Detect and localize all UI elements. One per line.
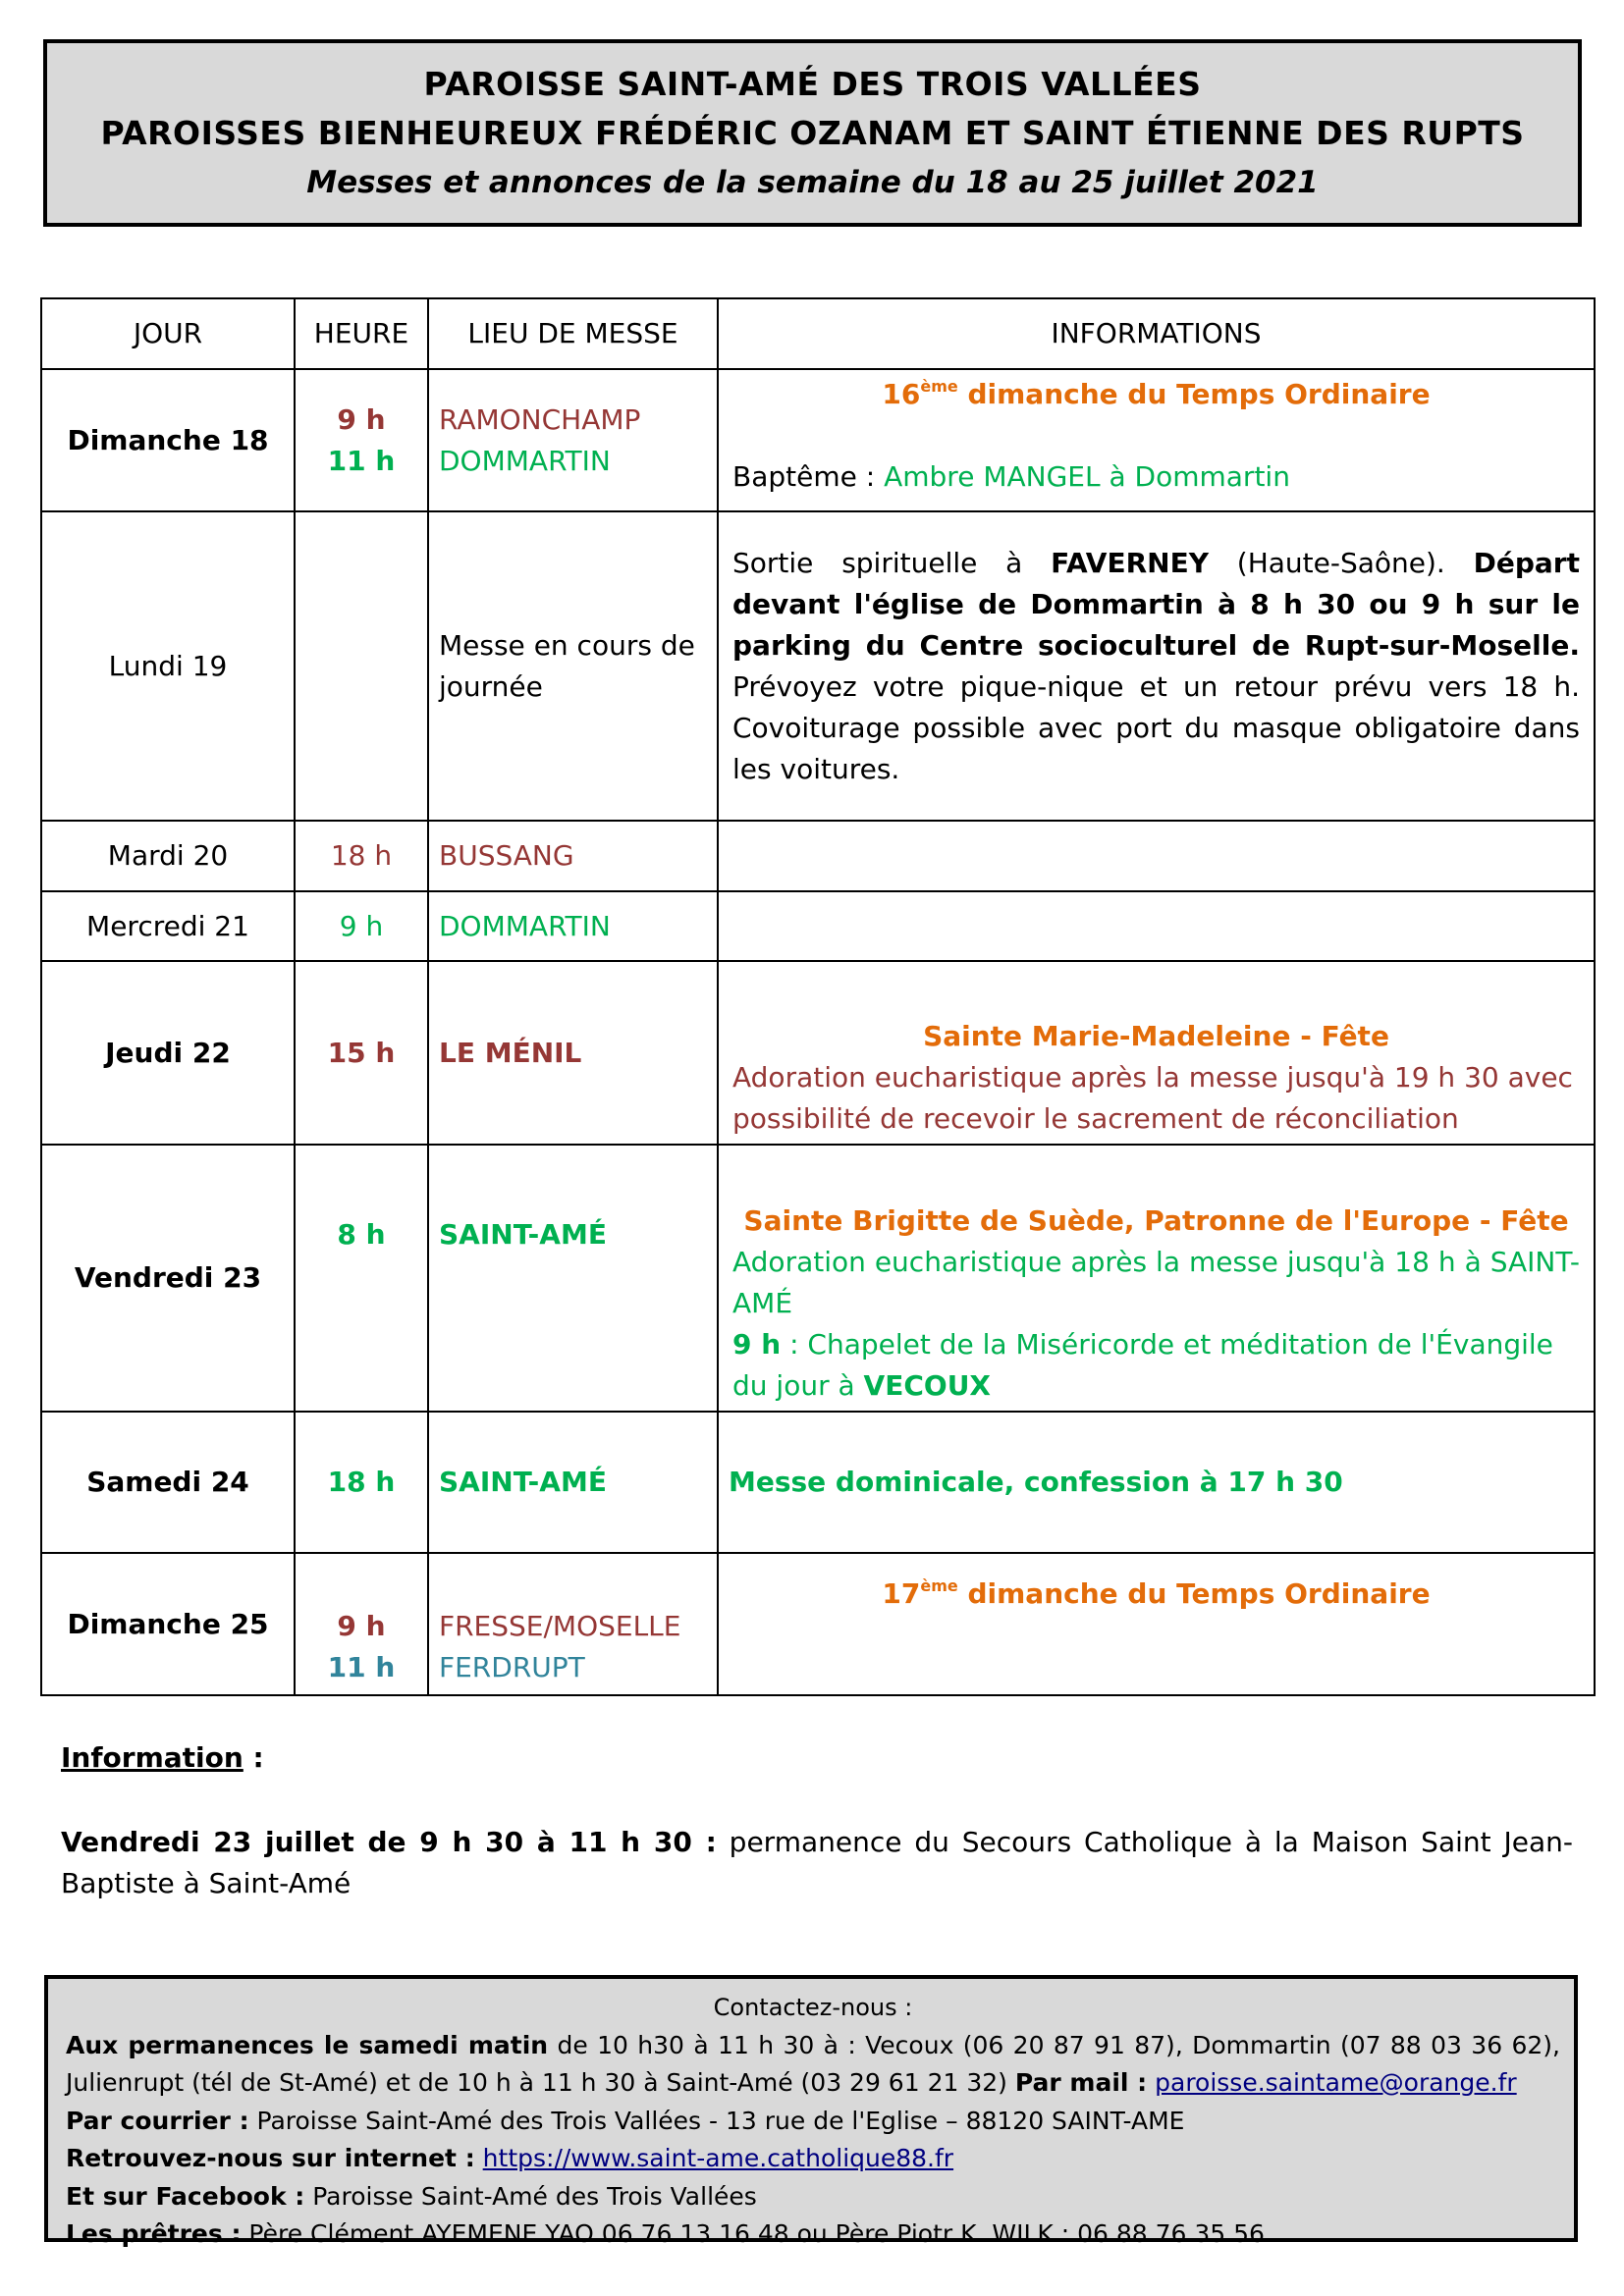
location-cell	[428, 1553, 718, 1695]
info-text: Adoration eucharistique après la messe jusqu'à 19 h 30 avec possibilité de recevoir le sacrement de réconciliation	[732, 1061, 1573, 1135]
table-row	[41, 369, 1595, 511]
location-cell: SAINT-AMÉ	[428, 1145, 718, 1412]
table-row	[41, 1553, 1595, 1695]
liturgical-title: 17ème dimanche du Temps Ordinaire	[882, 1576, 1431, 1610]
feast-title: Sainte Marie-Madeleine - Fête	[923, 1020, 1389, 1052]
week-subtitle: Messes et annonces de la semaine du 18 au 25 juillet 2021	[306, 164, 1319, 200]
table-row	[41, 891, 1595, 961]
liturgical-title: 16ème dimanche du Temps Ordinaire	[882, 377, 1431, 410]
info-cell	[718, 961, 1595, 1145]
table-header-row	[41, 298, 1595, 369]
information-section	[61, 1737, 1573, 1904]
information-item: Vendredi 23 juillet de 9 h 30 à 11 h 30 : permanence du Secours Catholique à la Maison Saint Jean-Baptiste à Saint-Amé	[61, 1826, 1573, 1899]
time-cell	[295, 369, 428, 511]
day-cell: Dimanche 25	[41, 1553, 295, 1695]
day-cell: Lundi 19	[41, 511, 295, 821]
table-row	[41, 1145, 1595, 1412]
contact-priests: Les prêtres : Père Clément AYEMENE YAO 06 76 13 16 48 ou Père Piotr K. WILK : 06 88 76 35 56	[66, 2219, 1265, 2248]
time-value: 9 h	[337, 402, 386, 436]
feast-title: Sainte Brigitte de Suède, Patronne de l'Europe - Fête	[743, 1204, 1569, 1237]
info-cell	[718, 1553, 1595, 1695]
location-cell: DOMMARTIN	[428, 891, 718, 961]
column-header-informations: INFORMATIONS	[718, 298, 1595, 369]
baptism-line: Baptême : Ambre MANGEL à Dommartin	[732, 460, 1290, 493]
location-cell: Messe en cours de journée	[428, 511, 718, 821]
day-cell: Dimanche 18	[41, 369, 295, 511]
location-cell: BUSSANG	[428, 821, 718, 891]
info-cell	[718, 821, 1595, 891]
table-row	[41, 961, 1595, 1145]
location-cell: SAINT-AMÉ	[428, 1412, 718, 1553]
info-cell	[718, 369, 1595, 511]
time-cell: 18 h	[295, 821, 428, 891]
day-cell: Mercredi 21	[41, 891, 295, 961]
location-value: FRESSE/MOSELLE	[439, 1610, 681, 1642]
info-text: 9 h : Chapelet de la Miséricorde et méditation de l'Évangile du jour à VECOUX	[732, 1328, 1553, 1402]
info-cell	[718, 1145, 1595, 1412]
table-row	[41, 1412, 1595, 1553]
day-cell: Mardi 20	[41, 821, 295, 891]
contact-box	[44, 1975, 1578, 2248]
table-row	[41, 821, 1595, 891]
contact-courrier: Par courrier : Paroisse Saint-Amé des Trois Vallées - 13 rue de l'Eglise – 88120 SAINT-AME	[66, 2106, 1185, 2135]
table-row	[41, 511, 1595, 821]
header-box	[43, 39, 1582, 227]
time-cell: 9 h	[295, 891, 428, 961]
parish-title: PAROISSE SAINT-AMÉ DES TROIS VALLÉES	[423, 64, 1202, 103]
info-cell: Messe dominicale, confession à 17 h 30	[718, 1412, 1595, 1553]
time-value: 9 h	[337, 1610, 386, 1642]
contact-permanences: Aux permanences le samedi matin de 10 h30 à 11 h 30 à : Vecoux (06 20 87 91 87), Dommartin (07 88 03 36 62), Julienrupt (tél de St-Amé) et de 10 h à 11 h 30 à Saint-Amé (03 29 61 21 32) Par mail : paroisse.saintame@orange.fr	[66, 2030, 1560, 2097]
time-value: 11 h	[327, 444, 396, 477]
mass-schedule-table	[40, 297, 1596, 1696]
contact-facebook: Et sur Facebook : Paroisse Saint-Amé des Trois Vallées	[66, 2181, 757, 2211]
info-cell: Sortie spirituelle à FAVERNEY (Haute-Saône). Départ devant l'église de Dommartin à 8 h 30 ou 9 h sur le parking du Centre socioculturel de Rupt-sur-Moselle. Prévoyez votre pique-nique et un retour prévu vers 18 h. Covoiturage possible avec port du masque obligatoire dans les voitures.	[718, 511, 1595, 821]
location-value: RAMONCHAMP	[439, 402, 641, 436]
email-link[interactable]: paroisse.saintame@orange.fr	[1155, 2068, 1517, 2097]
day-cell: Vendredi 23	[41, 1145, 295, 1412]
parishes-subtitle: PAROISSES BIENHEUREUX FRÉDÉRIC OZANAM ET SAINT ÉTIENNE DES RUPTS	[100, 113, 1525, 152]
contact-title: Contactez-nous :	[713, 1994, 913, 2021]
time-value: 11 h	[327, 1651, 396, 1683]
time-cell: 15 h	[295, 961, 428, 1145]
location-cell	[428, 369, 718, 511]
time-cell: 8 h	[295, 1145, 428, 1412]
location-value: DOMMARTIN	[439, 444, 611, 477]
location-cell: LE MÉNIL	[428, 961, 718, 1145]
column-header-jour: JOUR	[41, 298, 295, 369]
info-cell	[718, 891, 1595, 961]
time-cell	[295, 1553, 428, 1695]
location-value: FERDRUPT	[439, 1651, 585, 1683]
website-link[interactable]: https://www.saint-ame.catholique88.fr	[482, 2144, 954, 2172]
day-cell: Samedi 24	[41, 1412, 295, 1553]
time-cell	[295, 511, 428, 821]
contact-internet: Retrouvez-nous sur internet : https://www.saint-ame.catholique88.fr	[66, 2144, 954, 2172]
time-cell: 18 h	[295, 1412, 428, 1553]
information-heading: Information :	[61, 1741, 264, 1774]
column-header-lieu: LIEU DE MESSE	[428, 298, 718, 369]
column-header-heure: HEURE	[295, 298, 428, 369]
info-text: Adoration eucharistique après la messe jusqu'à 18 h à SAINT-AMÉ	[732, 1246, 1580, 1319]
day-cell: Jeudi 22	[41, 961, 295, 1145]
